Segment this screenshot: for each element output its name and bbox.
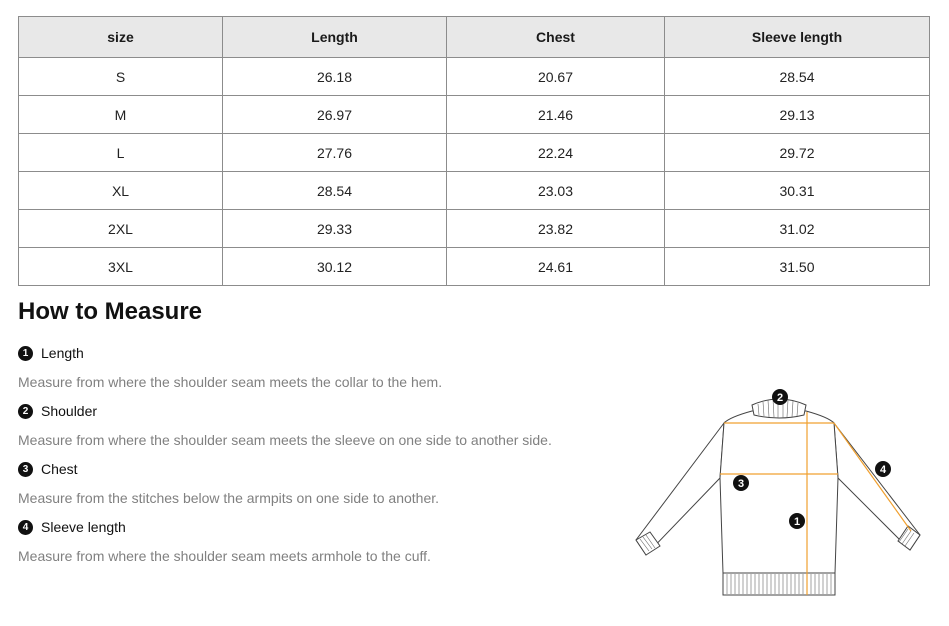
measure-item-shoulder [18, 403, 552, 448]
marker-2: 2 [776, 392, 784, 404]
chest-cell: 23.03 [447, 172, 665, 210]
number-4-icon: 4 [18, 520, 33, 535]
size-cell: L [19, 134, 223, 172]
sleeve-length-cell: 28.54 [665, 58, 930, 96]
measure-item-sleeve-length [18, 519, 431, 564]
sweater-body [720, 411, 838, 573]
size-cell: S [19, 58, 223, 96]
number-1-icon: 1 [18, 346, 33, 361]
table-row [19, 58, 930, 96]
column-header-sleeve-length: Sleeve length [665, 17, 930, 58]
measure-label: Chest [41, 461, 78, 477]
measure-label: Shoulder [41, 403, 98, 419]
marker-3: 3 [737, 478, 745, 490]
table-row [19, 134, 930, 172]
table-row [19, 96, 930, 134]
measure-label: Sleeve length [41, 519, 126, 535]
sweater-diagram [628, 385, 928, 600]
chest-cell: 23.82 [447, 210, 665, 248]
size-cell: M [19, 96, 223, 134]
sleeve-length-cell: 29.13 [665, 96, 930, 134]
length-cell: 29.33 [223, 210, 447, 248]
measure-item-chest [18, 461, 439, 506]
number-3-icon: 3 [18, 462, 33, 477]
table-row [19, 210, 930, 248]
chest-cell: 21.46 [447, 96, 665, 134]
column-header-length: Length [223, 17, 447, 58]
measure-description: Measure from the stitches below the armpits on one side to another. [18, 490, 440, 506]
sleeve-length-cell: 29.72 [665, 134, 930, 172]
length-cell: 26.18 [223, 58, 447, 96]
sleeve-length-cell: 30.31 [665, 172, 930, 210]
chest-cell: 22.24 [447, 134, 665, 172]
measure-item-length [18, 345, 442, 390]
length-cell: 27.76 [223, 134, 447, 172]
size-cell: XL [19, 172, 223, 210]
how-to-measure-heading: How to Measure [18, 298, 203, 325]
length-cell: 30.12 [223, 248, 447, 286]
column-header-chest: Chest [447, 17, 665, 58]
sleeve-length-cell: 31.02 [665, 210, 930, 248]
length-cell: 26.97 [223, 96, 447, 134]
measure-label: Length [41, 345, 84, 361]
table-row [19, 248, 930, 286]
measure-description: Measure from where the shoulder seam meets the collar to the hem. [18, 374, 443, 390]
size-cell: 3XL [19, 248, 223, 286]
sleeve-length-cell: 31.50 [665, 248, 930, 286]
chest-cell: 24.61 [447, 248, 665, 286]
measure-description: Measure from where the shoulder seam meets armhole to the cuff. [18, 548, 431, 564]
size-cell: 2XL [19, 210, 223, 248]
marker-4: 4 [879, 464, 887, 476]
number-2-icon: 2 [18, 404, 33, 419]
column-header-size: size [19, 17, 223, 58]
table-header-row [19, 17, 930, 58]
marker-1: 1 [793, 516, 801, 528]
size-chart-table [18, 16, 930, 286]
length-cell: 28.54 [223, 172, 447, 210]
chest-cell: 20.67 [447, 58, 665, 96]
table-row [19, 172, 930, 210]
measure-description: Measure from where the shoulder seam meets the sleeve on one side to another side. [18, 432, 552, 448]
